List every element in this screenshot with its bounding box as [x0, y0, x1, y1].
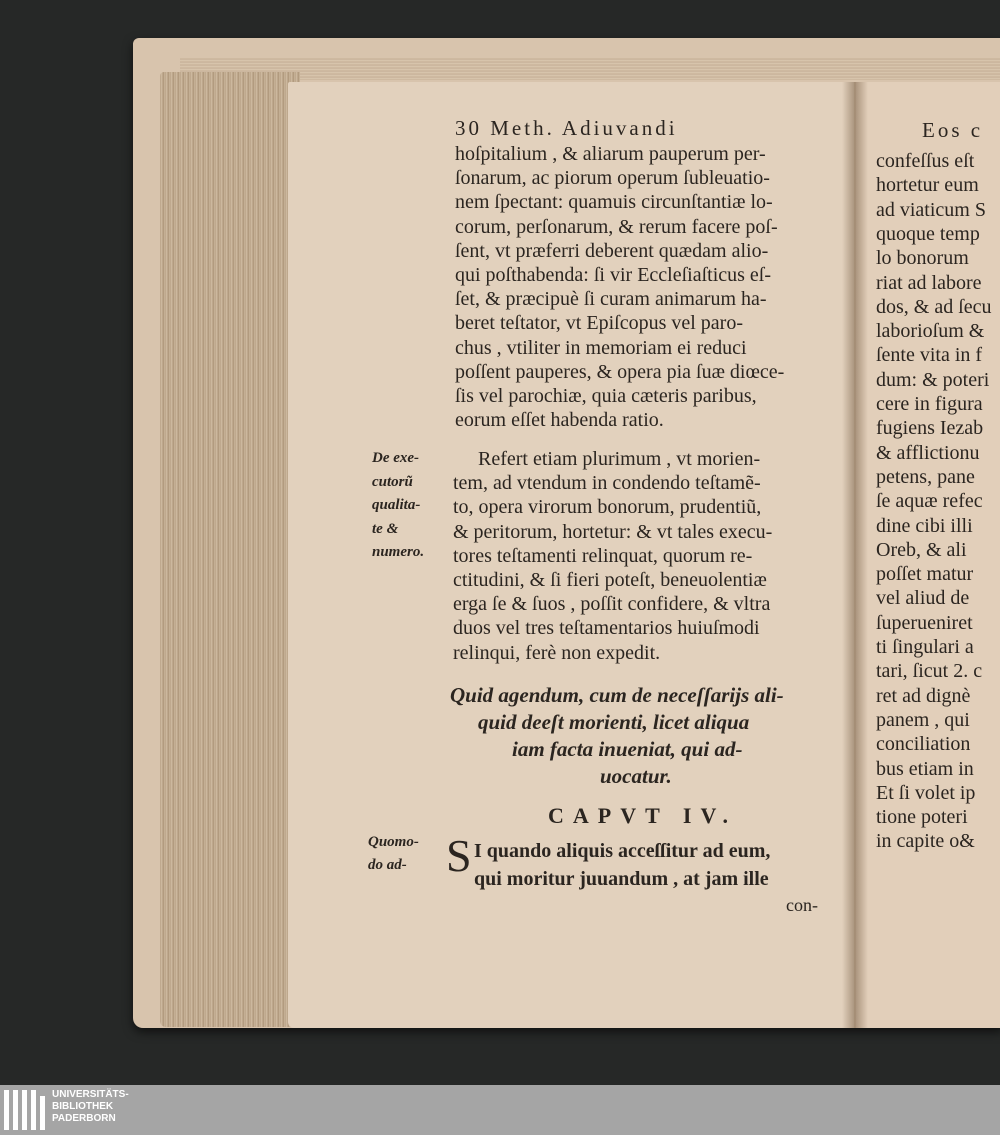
- text-line: Refert etiam plurimum , vt morien-: [478, 448, 761, 470]
- running-header: 30 Meth. Adiuvandi: [455, 116, 678, 140]
- text-line: ctitudini, & ſi fieri poteſt, beneuolentiæ: [453, 569, 767, 591]
- text-line: relinqui, ferè non expedit.: [453, 641, 661, 664]
- margin-note-line: De exe-: [372, 450, 420, 466]
- text-line: ſente vita in f: [876, 344, 983, 367]
- text-line: ſent, vt præferri deberent quædam alio-: [455, 239, 769, 262]
- text-line: ſuperueniret: [876, 611, 973, 634]
- right-running-header: Eos c: [922, 118, 984, 142]
- text-line: laborioſum &: [876, 320, 985, 343]
- chapter-heading: CAPVT IV.: [548, 803, 737, 828]
- text-line: beret teſtator, vt Epiſcopus vel paro-: [455, 312, 743, 335]
- text-line: Et ſi volet ip: [876, 781, 976, 804]
- margin-note-line: numero.: [372, 544, 425, 560]
- logo-line: PADERBORN: [52, 1113, 116, 1124]
- section-heading-line: uocatur.: [600, 764, 672, 788]
- library-footer-bar: [0, 1085, 1000, 1135]
- text-line: ad viaticum S: [876, 198, 986, 221]
- text-line: poſſet matur: [876, 563, 974, 586]
- logo-line: BIBLIOTHEK: [52, 1101, 114, 1112]
- text-line: dos, & ad ſecu: [876, 295, 992, 318]
- text-line: fugiens Iezab: [876, 417, 984, 440]
- text-line: Oreb, & ali: [876, 538, 967, 561]
- text-line: qui poſthabenda: ſi vir Eccleſiaſticus eſ-: [455, 264, 772, 286]
- text-line: erga ſe & ſuos , poſſit confidere, & vltra: [453, 593, 771, 616]
- text-line: tione poteri: [876, 806, 968, 829]
- section-heading-line: Quid agendum, cum de neceſſarijs ali-: [450, 683, 784, 707]
- catchword: con-: [786, 895, 818, 915]
- text-line: panem , qui: [876, 708, 970, 731]
- text-line: in capite o&: [876, 830, 975, 853]
- text-line: to, opera virorum bonorum, prudentiũ,: [453, 496, 762, 519]
- text-line: tem, ad vtendum in condendo teſtamẽ-: [453, 472, 761, 495]
- margin-note-line: qualita-: [372, 497, 421, 513]
- text-line: I quando aliquis acceſſitur ad eum,: [474, 840, 771, 862]
- text-line: duos vel tres teſtamentarios huiuſmodi: [453, 617, 760, 640]
- text-line: conciliation: [876, 733, 971, 756]
- text-line: tores teſtamenti relinquat, quorum re-: [453, 544, 753, 567]
- library-logo-icon: [4, 1090, 46, 1130]
- margin-note-line: do ad-: [368, 857, 407, 873]
- text-line: qui moritur juuandum , at jam ille: [474, 868, 769, 890]
- text-line: dum: & poteri: [876, 368, 990, 391]
- text-line: vel aliud de: [876, 587, 970, 610]
- text-line: hoſpitalium , & aliarum pauperum per-: [455, 143, 766, 165]
- book-gutter: [842, 82, 868, 1028]
- section-heading-line: quid deeſt morienti, licet aliqua: [478, 710, 750, 734]
- text-line: quoque temp: [876, 222, 980, 245]
- text-line: cere in figura: [876, 393, 983, 415]
- text-line: ti ſingulari a: [876, 636, 974, 658]
- text-line: bus etiam in: [876, 757, 974, 780]
- text-line: tari, ſicut 2. c: [876, 660, 983, 683]
- drop-cap: S: [446, 830, 472, 881]
- margin-note-line: te &: [372, 520, 399, 537]
- text-line: ſonarum, ac piorum operum ſubleuatio-: [455, 167, 770, 190]
- text-line: hortetur eum: [876, 174, 979, 197]
- text-line: ſet, & præcipuè ſi curam animarum ha-: [455, 288, 767, 311]
- text-line: ſe aquæ refec: [876, 490, 983, 513]
- text-line: lo bonorum: [876, 247, 969, 270]
- page-fore-edge: [160, 72, 300, 1027]
- text-line: petens, pane: [876, 465, 975, 488]
- page-top-edge: [180, 58, 1000, 80]
- text-line: eorum eſſet habenda ratio.: [455, 409, 664, 432]
- section-heading-line: iam facta inueniat, qui ad-: [512, 737, 743, 761]
- margin-note-line: Quomo-: [368, 834, 419, 850]
- text-line: ret ad dignè: [876, 684, 971, 707]
- text-line: & peritorum, hortetur: & vt tales execu-: [453, 520, 773, 543]
- text-line: confeſſus eſt: [876, 150, 975, 172]
- text-line: poſſent pauperes, & opera pia ſuæ diœce-: [455, 360, 785, 383]
- logo-line: UNIVERSITÄTS-: [52, 1089, 129, 1100]
- text-line: dine cibi illi: [876, 514, 973, 537]
- library-logo-text: [52, 1089, 129, 1125]
- text-line: corum, perſonarum, & rerum facere poſ-: [455, 215, 778, 238]
- text-line: riat ad labore: [876, 271, 982, 294]
- text-line: & afflictionu: [876, 441, 980, 464]
- text-line: nem ſpectant: quamuis circunſtantiæ lo-: [455, 191, 773, 214]
- margin-note-line: cutorũ: [372, 473, 413, 490]
- text-line: ſis vel parochiæ, quia cæteris paribus,: [455, 385, 757, 407]
- text-line: chus , vtiliter in memoriam ei reduci: [455, 336, 747, 359]
